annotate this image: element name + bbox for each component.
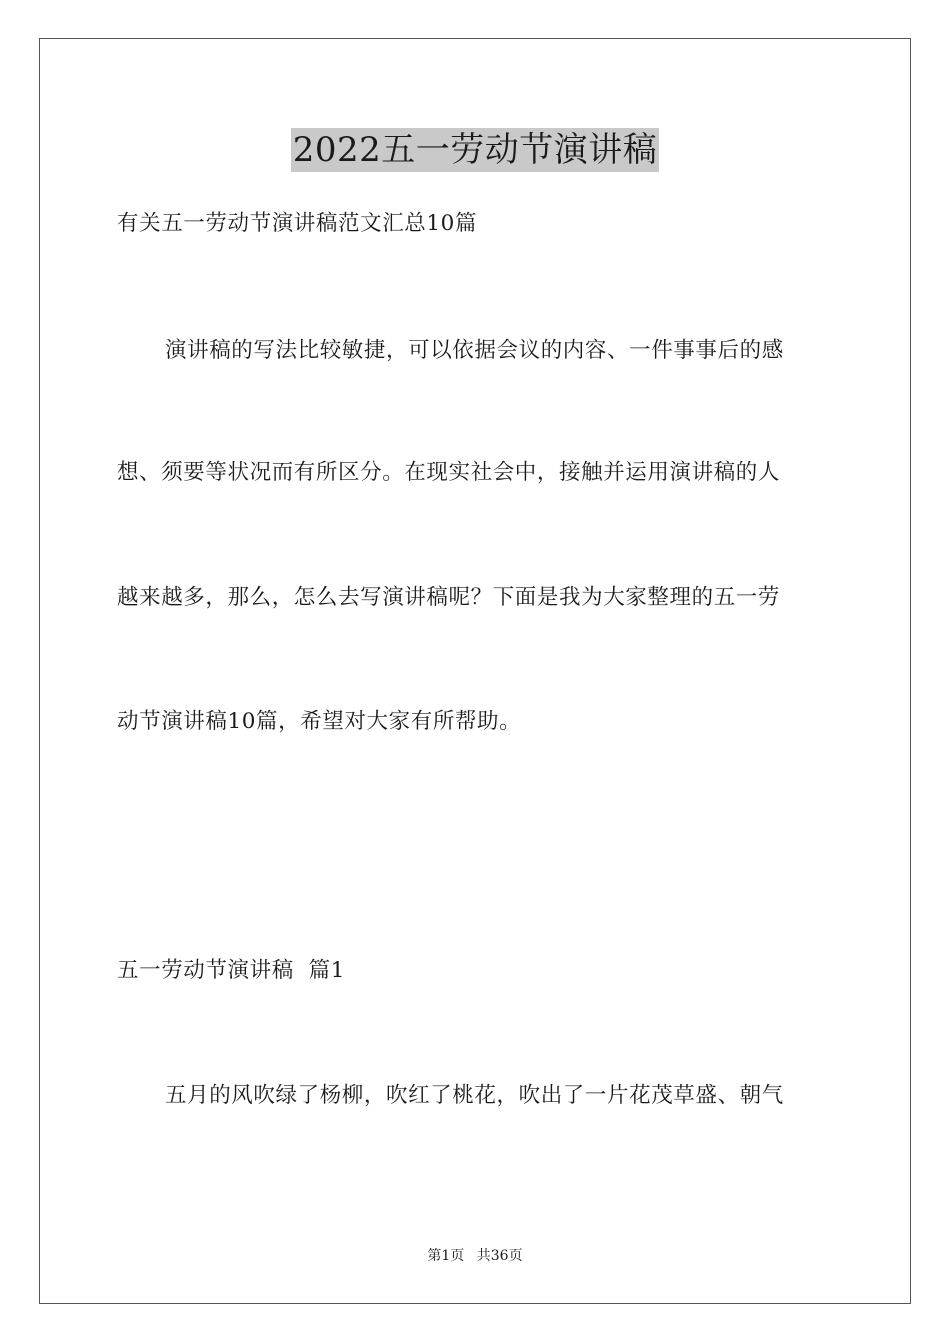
intro-paragraph-line-4: 动节演讲稿10篇，希望对大家有所帮助。: [117, 709, 522, 734]
page-footer: [0, 1246, 950, 1266]
document-subtitle: 有关五一劳动节演讲稿范文汇总10篇: [117, 211, 478, 236]
document-title-text: 2022五一劳动节演讲稿: [292, 130, 658, 170]
intro-paragraph-line-1: 演讲稿的写法比较敏捷，可以依据会议的内容、一件事事后的感: [165, 338, 784, 363]
section-paragraph-line-1: 五月的风吹绿了杨柳，吹红了桃花，吹出了一片花茂草盛、朝气: [165, 1083, 784, 1108]
page-total: 共36页: [476, 1248, 523, 1264]
page-number: 第1页: [427, 1248, 465, 1264]
document-title: [0, 128, 950, 172]
section-heading: 五一劳动节演讲稿 篇1: [117, 958, 346, 983]
intro-paragraph-line-2: 想、须要等状况而有所区分。在现实社会中，接触并运用演讲稿的人: [117, 460, 781, 485]
intro-paragraph-line-3: 越来越多，那么，怎么去写演讲稿呢？下面是我为大家整理的五一劳: [117, 585, 781, 610]
